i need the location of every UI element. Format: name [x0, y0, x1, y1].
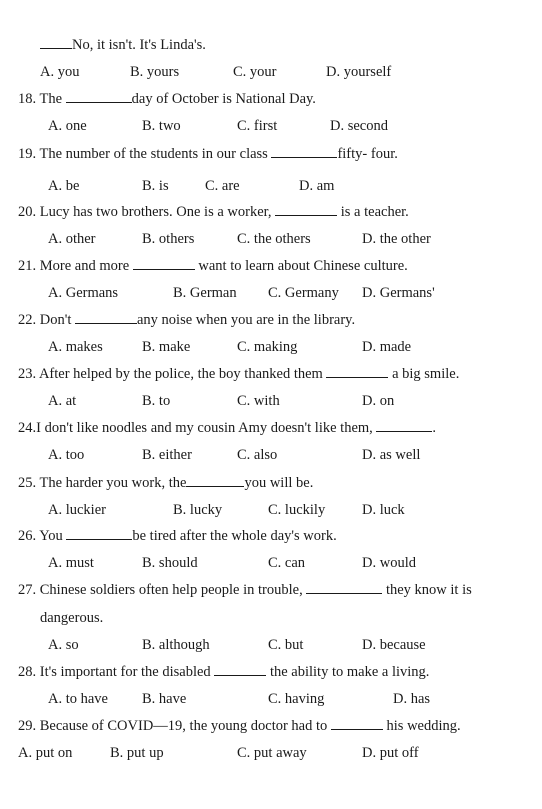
- option-opt17-a[interactable]: A. you: [40, 64, 80, 80]
- question-text: 28. It's important for the disabled: [18, 664, 215, 680]
- question-text: 22. Don't: [18, 312, 75, 328]
- question-line-q28: [18, 663, 429, 681]
- question-text: a big smile.: [388, 366, 460, 382]
- option-opt26-b[interactable]: B. should: [142, 555, 198, 571]
- option-opt19-a[interactable]: A. be: [48, 178, 80, 194]
- option-opt25-c[interactable]: C. luckily: [268, 502, 326, 518]
- option-opt21-c[interactable]: C. Germany: [268, 285, 339, 301]
- option-opt26-d[interactable]: D. would: [362, 555, 416, 571]
- option-opt28-a[interactable]: A. to have: [48, 691, 108, 707]
- option-opt19-d[interactable]: D. am: [299, 178, 335, 194]
- option-opt29-b[interactable]: B. put up: [110, 745, 164, 761]
- question-text: No, it isn't. It's Linda's.: [72, 37, 206, 53]
- option-opt19-b[interactable]: B. is: [142, 178, 169, 194]
- question-line-q21: [18, 257, 408, 275]
- answer-blank[interactable]: [331, 717, 383, 730]
- question-text: any noise when you are in the library.: [137, 312, 356, 328]
- option-opt20-a[interactable]: A. other: [48, 231, 96, 247]
- question-text: day of October is National Day.: [131, 91, 316, 107]
- option-opt17-d[interactable]: D. yourself: [326, 64, 392, 80]
- option-opt17-b[interactable]: B. yours: [130, 64, 180, 80]
- question-text: they know it is: [382, 582, 472, 598]
- question-text: fifty- four.: [337, 146, 398, 162]
- question-text: his wedding.: [382, 718, 461, 734]
- option-opt19-c[interactable]: C. are: [205, 178, 240, 194]
- option-opt23-a[interactable]: A. at: [48, 393, 77, 409]
- option-opt27-c[interactable]: C. but: [268, 637, 304, 653]
- answer-blank[interactable]: [214, 663, 266, 676]
- question-text: dangerous.: [40, 610, 104, 626]
- option-opt23-d[interactable]: D. on: [362, 393, 395, 409]
- question-text: the ability to make a living.: [266, 664, 430, 680]
- option-opt24-b[interactable]: B. either: [142, 447, 192, 463]
- question-line-q27b: [40, 609, 103, 627]
- option-opt26-c[interactable]: C. can: [268, 555, 306, 571]
- answer-blank[interactable]: [186, 474, 244, 487]
- answer-blank[interactable]: [326, 365, 388, 378]
- answer-blank[interactable]: [271, 145, 337, 158]
- option-opt21-b[interactable]: B. German: [173, 285, 237, 301]
- question-text: 27. Chinese soldiers often help people in trouble,: [18, 582, 307, 598]
- option-opt29-d[interactable]: D. put off: [362, 745, 419, 761]
- option-opt20-d[interactable]: D. the other: [362, 231, 431, 247]
- question-line-q27: [18, 581, 472, 599]
- option-opt21-d[interactable]: D. Germans': [362, 285, 435, 301]
- option-opt23-c[interactable]: C. with: [237, 393, 280, 409]
- question-text: 23. After helped by the police, the boy thanked them: [18, 366, 327, 382]
- option-opt18-b[interactable]: B. two: [142, 118, 181, 134]
- option-opt28-d[interactable]: D. has: [393, 691, 431, 707]
- option-opt26-a[interactable]: A. must: [48, 555, 94, 571]
- option-opt25-a[interactable]: A. luckier: [48, 502, 106, 518]
- answer-blank[interactable]: [275, 203, 337, 216]
- answer-blank[interactable]: [75, 311, 137, 324]
- question-text: be tired after the whole day's work.: [132, 528, 337, 544]
- answer-blank[interactable]: [133, 257, 195, 270]
- option-opt24-c[interactable]: C. also: [237, 447, 278, 463]
- answer-blank[interactable]: [306, 581, 382, 594]
- question-line-q20: [18, 203, 409, 221]
- question-text: is a teacher.: [337, 204, 409, 220]
- option-opt28-b[interactable]: B. have: [142, 691, 187, 707]
- answer-blank[interactable]: [376, 419, 432, 432]
- question-text: 18. The: [18, 91, 66, 107]
- question-text: 20. Lucy has two brothers. One is a worker,: [18, 204, 276, 220]
- question-text: want to learn about Chinese culture.: [194, 258, 408, 274]
- option-opt20-c[interactable]: C. the others: [237, 231, 311, 247]
- question-line-q25: [18, 474, 313, 492]
- question-line-q24: [18, 419, 436, 437]
- option-opt24-a[interactable]: A. too: [48, 447, 85, 463]
- option-opt25-d[interactable]: D. luck: [362, 502, 405, 518]
- question-line-q19: [18, 145, 398, 163]
- question-text: 29. Because of COVID—19, the young doctor had to: [18, 718, 331, 734]
- option-opt23-b[interactable]: B. to: [142, 393, 171, 409]
- option-opt24-d[interactable]: D. as well: [362, 447, 421, 463]
- answer-blank[interactable]: [66, 90, 132, 103]
- question-text: 25. The harder you work, the: [18, 475, 187, 491]
- option-opt22-b[interactable]: B. make: [142, 339, 191, 355]
- question-text: 24.I don't like noodles and my cousin Amy doesn't like them,: [18, 420, 377, 436]
- option-opt22-c[interactable]: C. making: [237, 339, 298, 355]
- option-opt18-d[interactable]: D. second: [330, 118, 388, 134]
- option-opt29-c[interactable]: C. put away: [237, 745, 307, 761]
- option-opt27-d[interactable]: D. because: [362, 637, 426, 653]
- question-line-q18: [18, 90, 316, 108]
- option-opt22-d[interactable]: D. made: [362, 339, 412, 355]
- option-opt27-b[interactable]: B. although: [142, 637, 210, 653]
- option-opt22-a[interactable]: A. makes: [48, 339, 103, 355]
- option-opt27-a[interactable]: A. so: [48, 637, 79, 653]
- question-text: .: [432, 420, 437, 436]
- option-opt28-c[interactable]: C. having: [268, 691, 325, 707]
- option-opt17-c[interactable]: C. your: [233, 64, 277, 80]
- option-opt25-b[interactable]: B. lucky: [173, 502, 223, 518]
- question-text: 19. The number of the students in our class: [18, 146, 272, 162]
- option-opt29-a[interactable]: A. put on: [18, 745, 73, 761]
- question-line-q22: [18, 311, 355, 329]
- question-line-q26: [18, 527, 337, 545]
- option-opt21-a[interactable]: A. Germans: [48, 285, 119, 301]
- question-line-q29: [18, 717, 461, 735]
- option-opt18-a[interactable]: A. one: [48, 118, 87, 134]
- answer-blank[interactable]: [40, 36, 72, 49]
- question-line-q23: [18, 365, 459, 383]
- question-text: you will be.: [244, 475, 314, 491]
- option-opt20-b[interactable]: B. others: [142, 231, 195, 247]
- question-text: 26. You: [18, 528, 67, 544]
- question-line-ans17: [40, 36, 206, 54]
- option-opt18-c[interactable]: C. first: [237, 118, 278, 134]
- answer-blank[interactable]: [66, 527, 132, 540]
- question-text: 21. More and more: [18, 258, 133, 274]
